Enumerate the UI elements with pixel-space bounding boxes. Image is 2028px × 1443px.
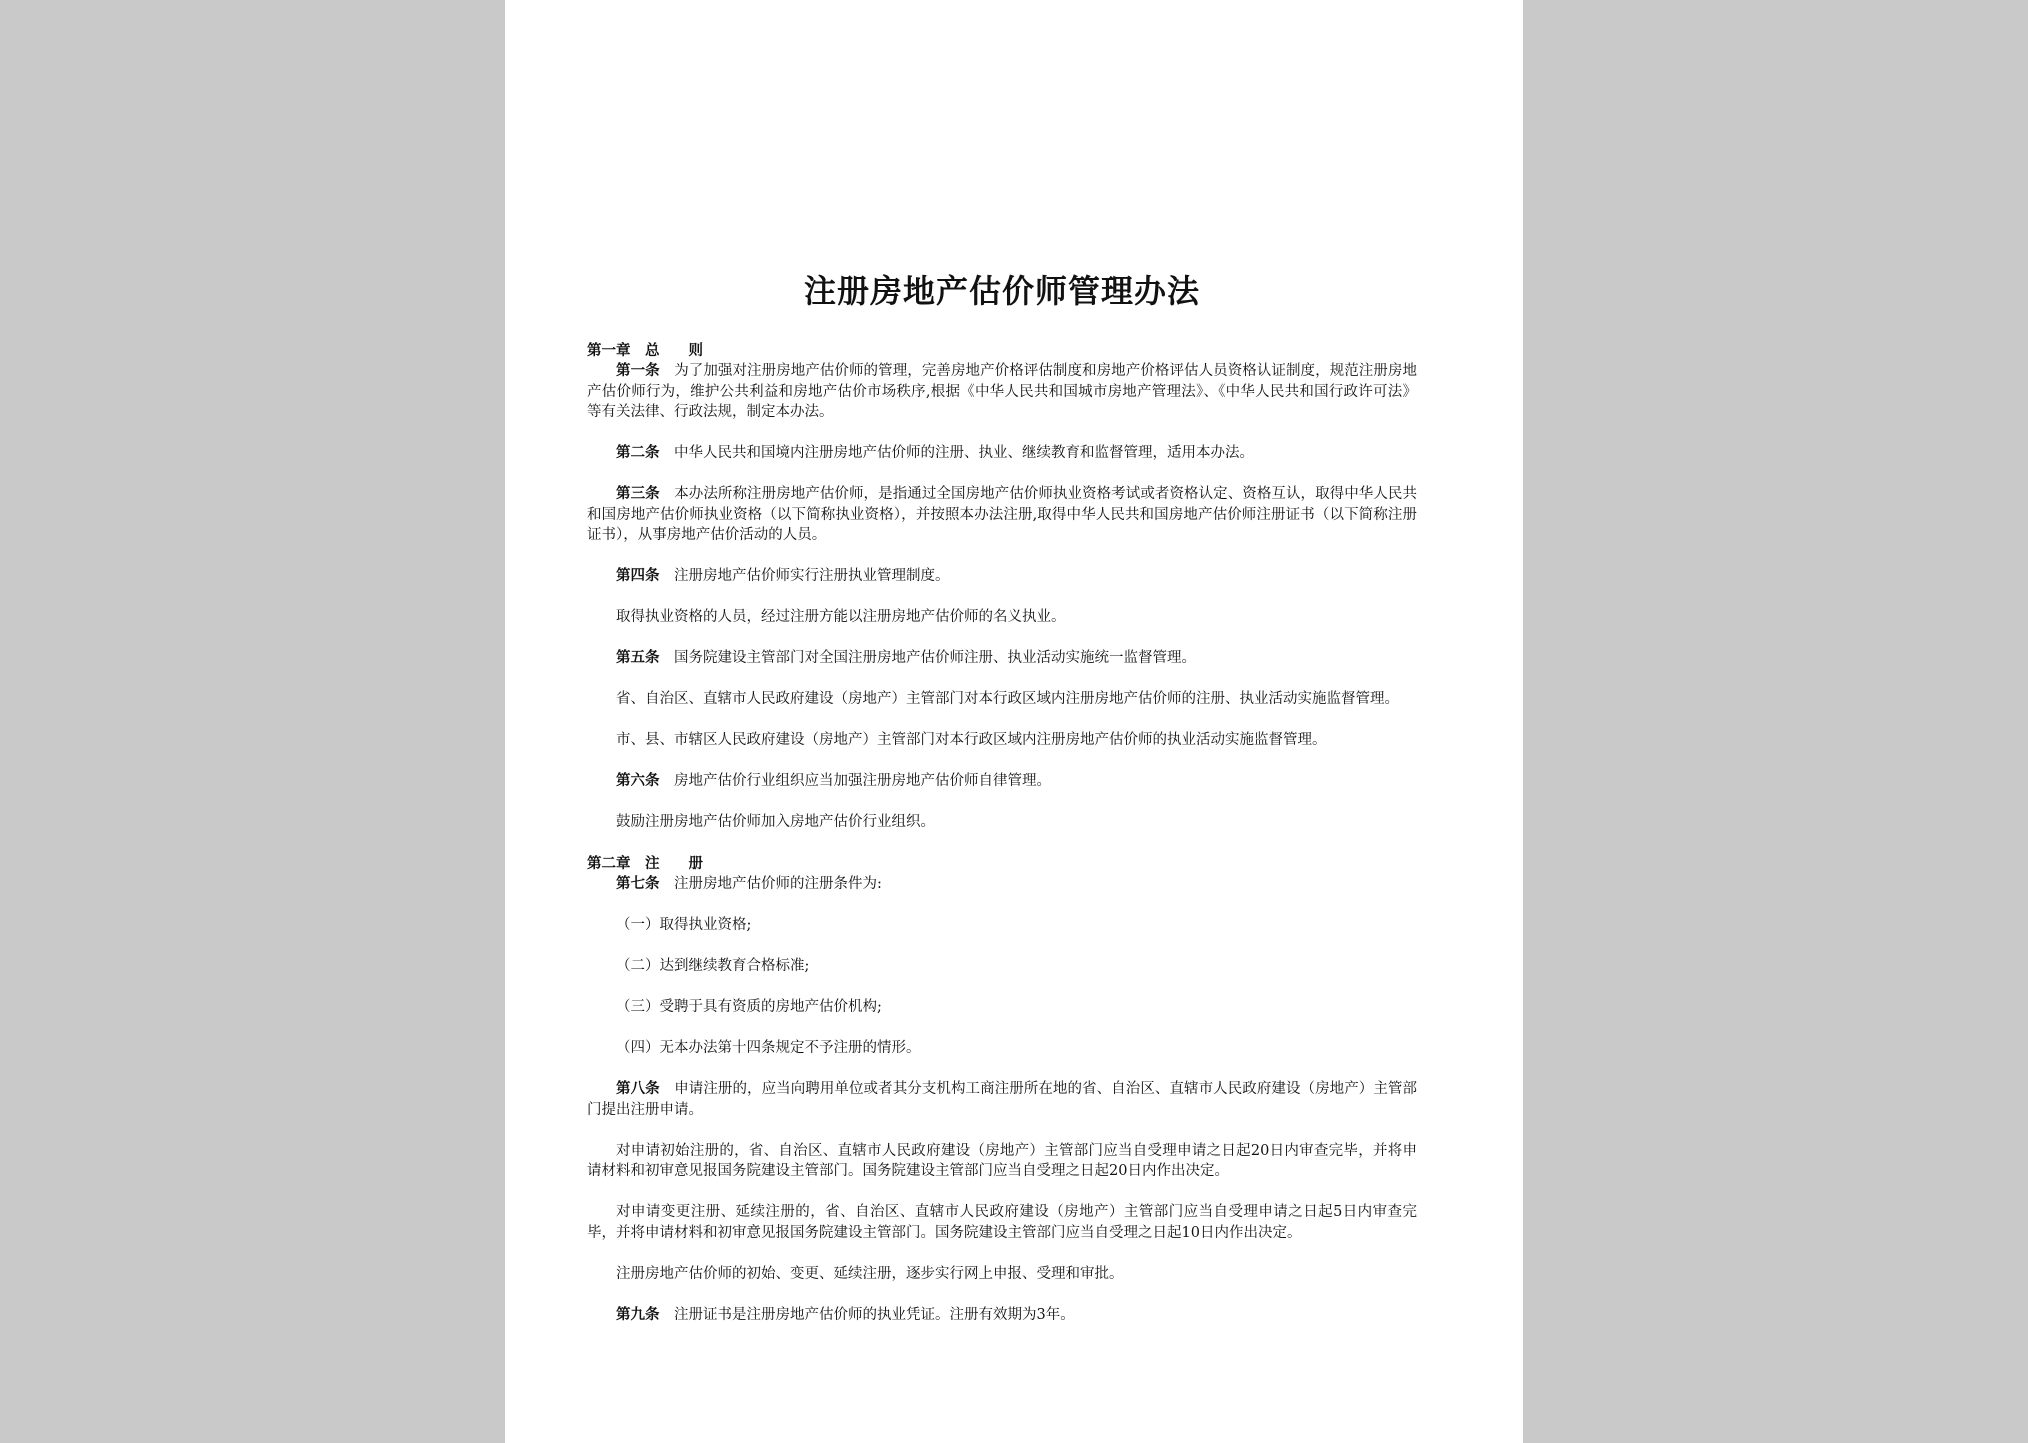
- article-4-label: 第四条: [616, 567, 660, 584]
- article-9-text: 注册证书是注册房地产估价师的执业凭证。注册有效期为3年。: [674, 1306, 1075, 1323]
- document-page: [505, 0, 1523, 1443]
- article-4-text: 注册房地产估价师实行注册执业管理制度。: [674, 568, 950, 584]
- article-2-label: 第二条: [616, 444, 660, 461]
- article-7-item-1: （一）取得执业资格;: [616, 917, 752, 933]
- article-5: [587, 648, 1417, 669]
- article-8-text: 申请注册的，应当向聘用单位或者其分支机构工商注册所在地的省、自治区、直辖市人民政府建设（房地产）主管部门提出注册申请。: [587, 1081, 1418, 1118]
- article-3-label: 第三条: [616, 485, 660, 502]
- article-7-text: 注册房地产估价师的注册条件为:: [674, 876, 882, 892]
- article-8: [587, 1079, 1417, 1120]
- article-5-paragraph-3: 市、县、市辖区人民政府建设（房地产）主管部门对本行政区域内注册房地产估价师的执业活动实施监督管理。: [616, 732, 1327, 748]
- article-3: [587, 484, 1417, 546]
- article-1: [587, 361, 1417, 423]
- article-7-label: 第七条: [616, 875, 660, 892]
- article-7-item-2: （二）达到继续教育合格标准;: [616, 958, 810, 974]
- article-1-label: 第一条: [616, 362, 660, 379]
- article-5-text: 国务院建设主管部门对全国注册房地产估价师注册、执业活动实施统一监督管理。: [674, 650, 1196, 666]
- article-9: [587, 1305, 1417, 1326]
- article-6-label: 第六条: [616, 772, 660, 789]
- article-7-item-3: （三）受聘于具有资质的房地产估价机构;: [616, 999, 882, 1015]
- article-6-text: 房地产估价行业组织应当加强注册房地产估价师自律管理。: [674, 773, 1051, 789]
- article-4: [587, 566, 1417, 587]
- article-5-label: 第五条: [616, 649, 660, 666]
- article-8-paragraph-3: 对申请变更注册、延续注册的，省、自治区、直辖市人民政府建设（房地产）主管部门应当自受理申请之日起5日内审查完毕，并将申请材料和初审意见报国务院建设主管部门。国务院建设主管部门应当自受理之日起10日内作出决定。: [587, 1204, 1417, 1241]
- article-2: [587, 443, 1417, 464]
- article-5-paragraph-2: 省、自治区、直辖市人民政府建设（房地产）主管部门对本行政区域内注册房地产估价师的注册、执业活动实施监督管理。: [616, 691, 1399, 707]
- article-4-paragraph-2: 取得执业资格的人员，经过注册方能以注册房地产估价师的名义执业。: [616, 609, 1066, 625]
- document-title: 注册房地产估价师管理办法: [803, 272, 1200, 310]
- article-8-paragraph-2: 对申请初始注册的，省、自治区、直辖市人民政府建设（房地产）主管部门应当自受理申请之日起20日内审查完毕，并将申请材料和初审意见报国务院建设主管部门。国务院建设主管部门应当自受理之日起20日内作出决定。: [587, 1142, 1417, 1179]
- chapter-1-heading: 第一章 总 则: [587, 342, 703, 359]
- article-3-text: 本办法所称注册房地产估价师，是指通过全国房地产估价师执业资格考试或者资格认定、资格互认，取得中华人民共和国房地产估价师执业资格（以下简称执业资格），并按照本办法注册,取得中华人民共和国房地产估价师注册证书（以下简称注册证书），从事房地产估价活动的人员。: [587, 486, 1418, 543]
- article-2-text: 中华人民共和国境内注册房地产估价师的注册、执业、继续教育和监督管理，适用本办法。: [674, 445, 1254, 461]
- article-8-label: 第八条: [616, 1080, 660, 1097]
- article-1-text: 为了加强对注册房地产估价师的管理，完善房地产价格评估制度和房地产价格评估人员资格认证制度，规范注册房地产估价师行为，维护公共利益和房地产估价市场秩序,根据《中华人民共和国城市房地产管理法》、《中华人民共和国行政许可法》等有关法律、行政法规，制定本办法。: [587, 363, 1418, 420]
- article-6: [587, 771, 1417, 792]
- article-6-paragraph-2: 鼓励注册房地产估价师加入房地产估价行业组织。: [616, 814, 935, 830]
- document-body: [587, 266, 1417, 1346]
- article-8-paragraph-4: 注册房地产估价师的初始、变更、延续注册，逐步实行网上申报、受理和审批。: [616, 1265, 1124, 1282]
- chapter-2-heading: 第二章 注 册: [587, 855, 703, 872]
- article-7: [587, 874, 1417, 895]
- article-9-label: 第九条: [616, 1305, 660, 1323]
- article-7-item-4: （四）无本办法第十四条规定不予注册的情形。: [616, 1040, 921, 1056]
